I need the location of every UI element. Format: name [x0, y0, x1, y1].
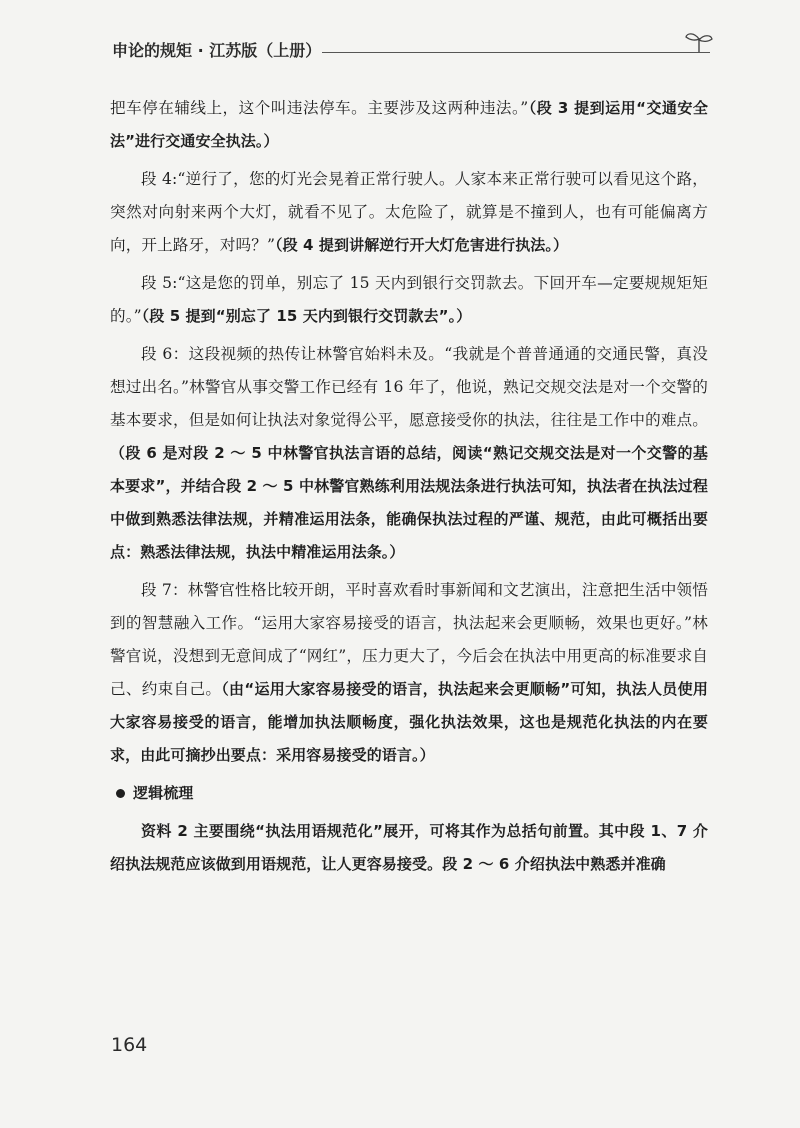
running-header — [112, 36, 712, 60]
paragraph-3-tail — [110, 92, 708, 158]
analysis-note: （段 4 提到讲解逆行开大灯危害进行执法。） — [275, 236, 569, 254]
paragraph-text: 段 7：林警官性格比较开朗，平时喜欢看时事新闻和文艺演出，注意把生活中领悟到的智慧融入工作。“运用大家容易接受的语言，执法起来会更顺畅，效果也更好。”林警官说，没想到无意间成了“网红”，压力更大了，今后会在执法中用更高的标准要求自己、约束自己。 — [110, 581, 708, 698]
bullet-icon — [116, 789, 125, 798]
page-number: 164 — [111, 1034, 148, 1056]
paragraph-text: 把车停在辅线上，这个叫违法停车。主要涉及这两种违法。” — [110, 99, 529, 117]
book-title: 申论的规矩 · 江苏版（上册） — [112, 41, 322, 60]
paragraph-7 — [110, 574, 708, 772]
analysis-note: （段 5 提到“别忘了 15 天内到银行交罚款去”。） — [141, 307, 472, 325]
paragraph-text: 段 6：这段视频的热传让林警官始料未及。“我就是个普普通通的交通民警，真没想过出名。”林警官从事交警工作已经有 16 年了，他说，熟记交规交法是对一个交警的基本要求，但是如何让执法对象觉得公平，愿意接受你的执法，往往是工作中的难点。 — [110, 345, 708, 429]
paragraph-4 — [110, 163, 708, 262]
analysis-note: （由“运用大家容易接受的语言，执法起来会更顺畅”可知，执法人员使用大家容易接受的语言，能增加执法顺畅度，强化执法效果，这也是规范化执法的内在要求，由此可摘抄出要点：采用容易接受的语言。） — [110, 680, 708, 764]
section-heading-text: 逻辑梳理 — [133, 784, 194, 802]
header-rule — [322, 52, 710, 53]
logic-summary-paragraph: 资料 2 主要围绕“执法用语规范化”展开，可将其作为总括句前置。其中段 1、7 介绍执法规范应该做到用语规范，让人更容易接受。段 2 ～ 6 介绍执法中熟悉并准确 — [110, 822, 708, 873]
paragraph-text: 段 4:“逆行了，您的灯光会晃着正常行驶人。人家本来正常行驶可以看见这个路，突然对向射来两个大灯，就看不见了。太危险了，就算是不撞到人，也有可能偏离方向，开上路牙，对吗？” — [110, 170, 708, 254]
page-body — [110, 92, 708, 886]
paragraph-5 — [110, 267, 708, 333]
analysis-note: （段 6 是对段 2 ～ 5 中林警官执法言语的总结，阅读“熟记交规交法是对一个交警的基本要求”，并结合段 2 ～ 5 中林警官熟练利用法规法条进行执法可知，执法者在执法过程中做到熟悉法律法规，并精准运用法条，能确保执法过程的严谨、规范，由此可概括出要点：熟悉法律法规，执法中精准运用法条。） — [110, 444, 708, 561]
paragraph-6 — [110, 338, 708, 569]
paragraph-text: 段 5:“这是您的罚单，别忘了 15 天内到银行交罚款去。下回开车—定要规规矩矩的。” — [110, 274, 708, 325]
analysis-note: （段 3 提到运用“交通安全法”进行交通安全执法。） — [110, 99, 708, 150]
sprout-icon — [684, 30, 714, 54]
section-heading — [116, 777, 708, 810]
